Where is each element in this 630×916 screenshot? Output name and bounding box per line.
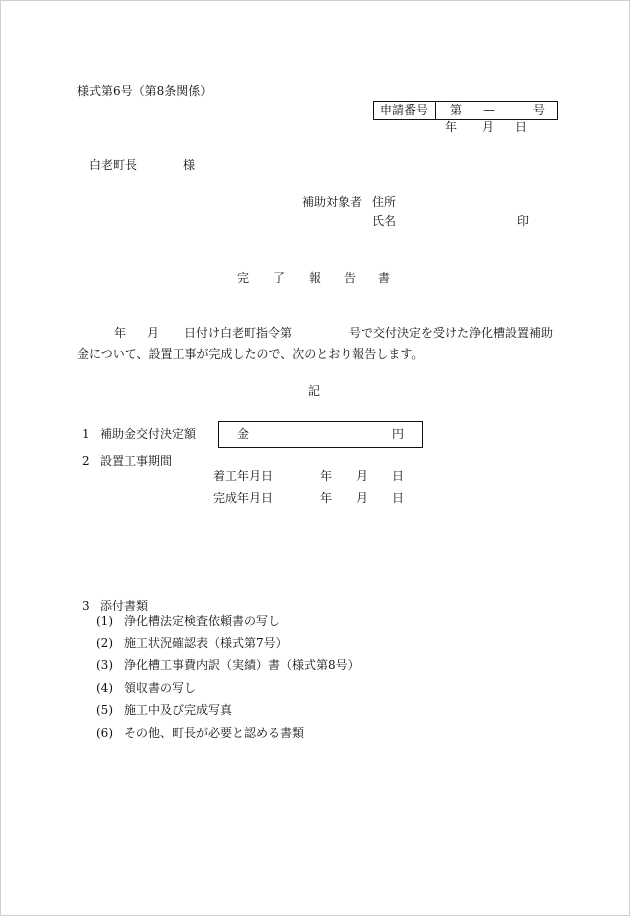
title-char-1: 完 bbox=[237, 271, 250, 285]
applicant-name-label: 氏名 bbox=[372, 214, 397, 228]
addressee-honorific: 様 bbox=[183, 158, 196, 172]
applicant-label: 補助対象者 bbox=[302, 195, 363, 209]
amount-kin: 金 bbox=[237, 427, 250, 441]
attachment-text: 施工中及び完成写真 bbox=[124, 703, 233, 717]
body-month: 月 bbox=[147, 326, 160, 340]
item1-number: 1 bbox=[82, 427, 90, 441]
application-dash: — bbox=[483, 103, 495, 117]
attachment-num: (3) bbox=[96, 658, 113, 672]
ki-heading: 記 bbox=[308, 384, 321, 398]
attachment-num: (6) bbox=[96, 726, 113, 740]
item1-label: 補助金交付決定額 bbox=[100, 427, 197, 441]
body-year: 年 bbox=[114, 326, 127, 340]
attachment-text: その他、町長が必要と認める書類 bbox=[124, 726, 305, 740]
box-divider bbox=[435, 102, 436, 119]
item2-number: 2 bbox=[82, 454, 90, 468]
attachment-text: 施工状況確認表（様式第7号） bbox=[124, 636, 288, 650]
applicant-address-label: 住所 bbox=[372, 195, 397, 209]
start-date-label: 着工年月日 bbox=[213, 469, 274, 483]
attachment-text: 領収書の写し bbox=[124, 681, 197, 695]
attachment-text: 浄化槽法定検査依頼書の写し bbox=[124, 614, 281, 628]
date-day: 日 bbox=[515, 120, 528, 134]
title-char-5: 書 bbox=[378, 271, 391, 285]
form-number: 様式第6号（第8条関係） bbox=[77, 84, 213, 98]
title-char-3: 報 bbox=[309, 271, 322, 285]
item3-number: 3 bbox=[82, 599, 90, 613]
application-number-label: 申請番号 bbox=[380, 103, 429, 117]
date-month: 月 bbox=[482, 120, 495, 134]
item3-label: 添付書類 bbox=[100, 599, 149, 613]
attachment-num: (1) bbox=[96, 614, 113, 628]
body-day-text: 日付け白老町指令第 bbox=[184, 326, 293, 340]
start-year: 年 bbox=[320, 469, 333, 483]
application-go: 号 bbox=[533, 103, 546, 117]
body-line-2: 金について、設置工事が完成したので、次のとおり報告します。 bbox=[77, 347, 424, 361]
item2-label: 設置工事期間 bbox=[100, 454, 173, 468]
start-month: 月 bbox=[356, 469, 369, 483]
end-month: 月 bbox=[356, 491, 369, 505]
end-year: 年 bbox=[320, 491, 333, 505]
end-date-label: 完成年月日 bbox=[213, 491, 274, 505]
attachment-num: (2) bbox=[96, 636, 113, 650]
amount-yen: 円 bbox=[392, 427, 405, 441]
date-year: 年 bbox=[445, 120, 458, 134]
start-day: 日 bbox=[392, 469, 405, 483]
title-char-2: 了 bbox=[273, 271, 286, 285]
title-char-4: 告 bbox=[344, 271, 357, 285]
attachment-num: (5) bbox=[96, 703, 113, 717]
attachment-text: 浄化槽工事費内訳（実績）書（様式第8号） bbox=[124, 658, 360, 672]
application-dai: 第 bbox=[450, 103, 463, 117]
body-rest: 号で交付決定を受けた浄化槽設置補助 bbox=[349, 326, 554, 340]
addressee-name: 白老町長 bbox=[89, 158, 138, 172]
end-day: 日 bbox=[392, 491, 405, 505]
seal-mark: 印 bbox=[517, 214, 530, 228]
attachment-num: (4) bbox=[96, 681, 113, 695]
